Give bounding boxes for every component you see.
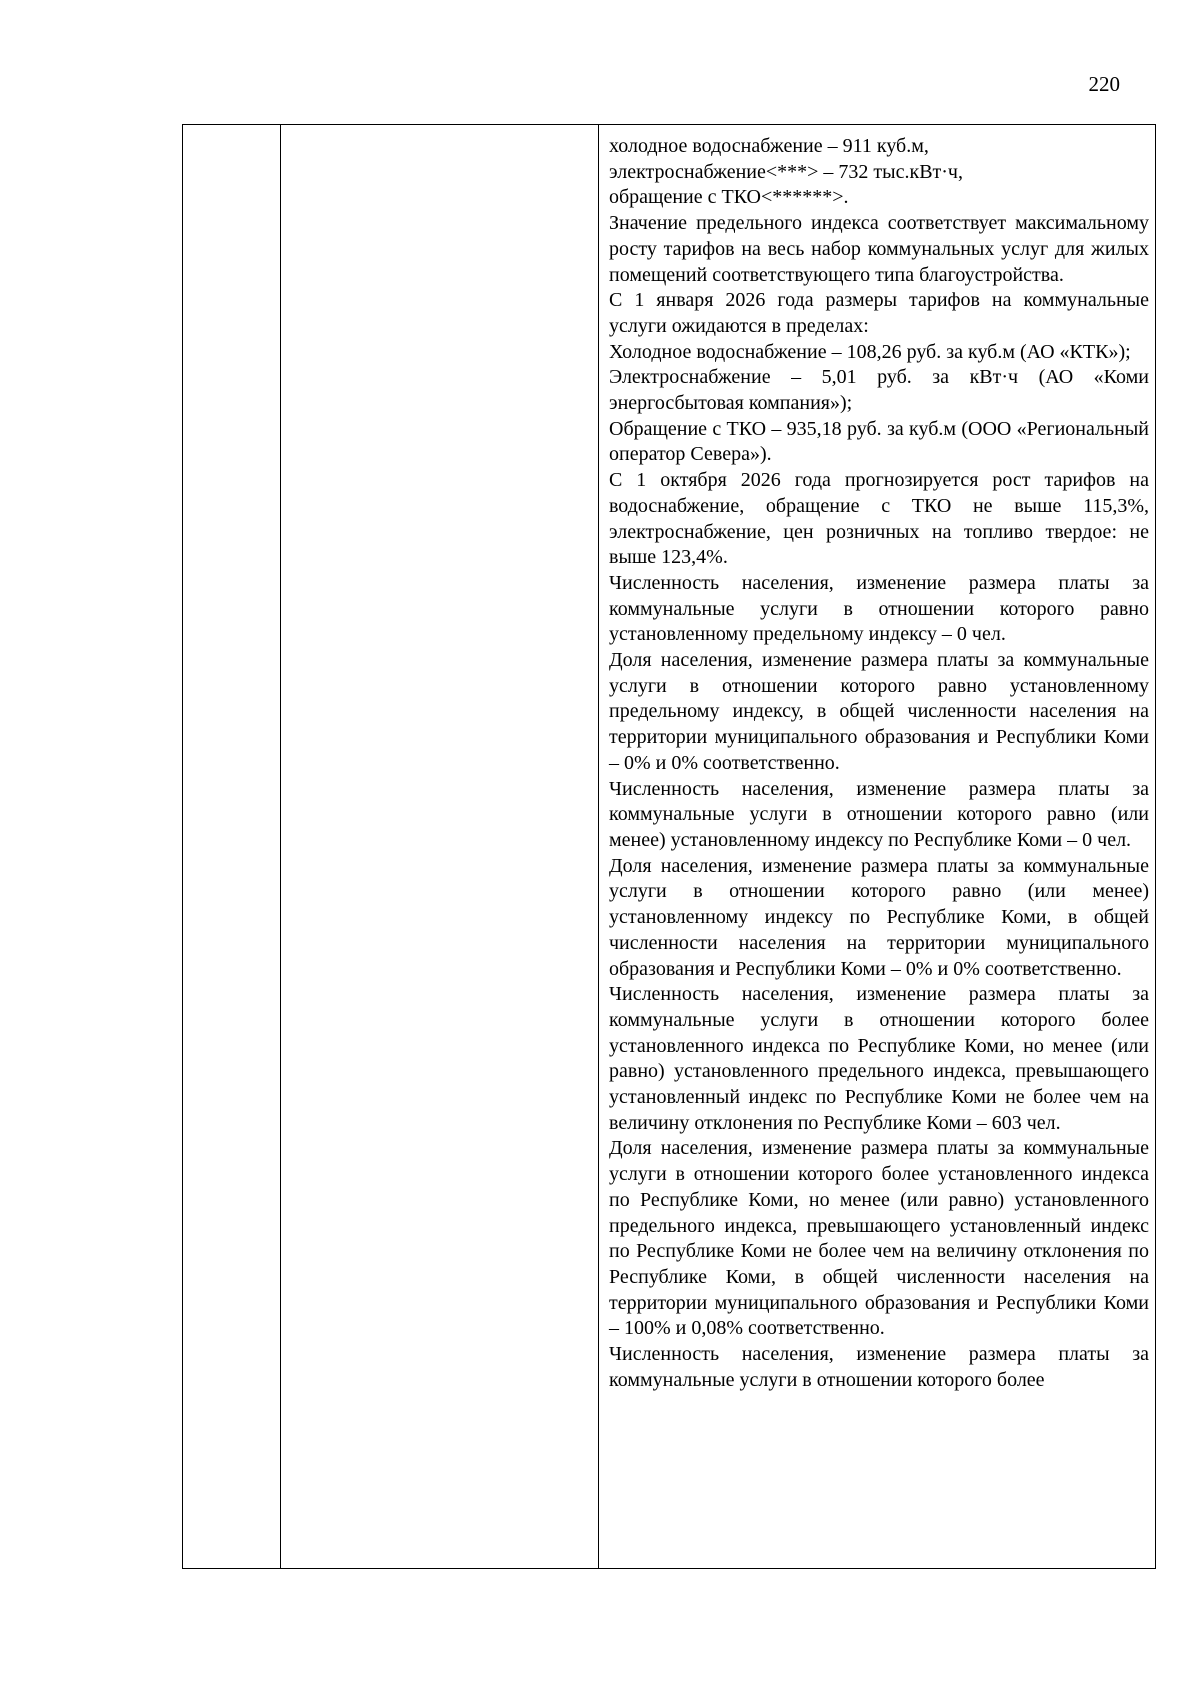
paragraph: Значение предельного индекса соответствует максимальному росту тарифов на весь набор коммунальных услуг для жилых помещений соответствующего типа благоустройства. xyxy=(609,212,1149,286)
paragraph: Доля населения, изменение размера платы за коммунальные услуги в отношении которого равно (или менее) установленному индексу по Республике Коми, в общей численности населения на территории муниципального образования и Республики Коми – 0% и 0% соответственно. xyxy=(609,854,1149,980)
paragraph: холодное водоснабжение – 911 куб.м, xyxy=(609,135,929,157)
paragraph: Численность населения, изменение размера платы за коммунальные услуги в отношении которого более xyxy=(609,1343,1149,1391)
paragraph: Численность населения, изменение размера платы за коммунальные услуги в отношении которого более установленного индекса по Республике Коми, но менее (или равно) установленного предельного индекса, превышающего установленный индекс по Республике Коми не более чем на величину отклонения по Республике Коми – 603 чел. xyxy=(609,983,1149,1134)
paragraph: С 1 октября 2026 года прогнозируется рост тарифов на водоснабжение, обращение с ТКО не выше 115,3%, электроснабжение, цен розничных на топливо твердое: не выше 123,4%. xyxy=(609,469,1149,569)
paragraph: Численность населения, изменение размера платы за коммунальные услуги в отношении которого равно (или менее) установленному индексу по Республике Коми – 0 чел. xyxy=(609,777,1149,851)
page-number: 220 xyxy=(1088,72,1120,96)
table-cell-number xyxy=(183,125,281,1569)
paragraph: Доля населения, изменение размера платы за коммунальные услуги в отношении которого равно установленному предельному индексу, в общей численности населения на территории муниципального образования и Республики Коми – 0% и 0% соответственно. xyxy=(609,649,1149,774)
description-text xyxy=(599,125,1155,1393)
table-row xyxy=(183,125,1156,1569)
paragraph: Доля населения, изменение размера платы за коммунальные услуги в отношении которого более установленного индекса по Республике Коми, но менее (или равно) установленного предельного индекса, превышающего установленный индекс по Республике Коми не более чем на величину отклонения по Республике Коми, в общей численности населения на территории муниципального образования и Республики Коми – 100% и 0,08% соответственно. xyxy=(609,1137,1149,1340)
table-cell-name xyxy=(281,125,599,1569)
paragraph: Численность населения, изменение размера платы за коммунальные услуги в отношении которого равно установленному предельному индексу – 0 чел. xyxy=(609,571,1149,646)
document-table xyxy=(182,124,1156,1569)
paragraph: обращение с ТКО<******>. xyxy=(609,186,849,209)
paragraph: Электроснабжение – 5,01 руб. за кВт·ч (АО «Коми энергосбытовая компания»); xyxy=(609,366,1149,415)
paragraph: С 1 января 2026 года размеры тарифов на коммунальные услуги ожидаются в пределах: xyxy=(609,289,1149,337)
paragraph: электроснабжение<***> – 732 тыс.кВт·ч, xyxy=(609,160,963,183)
paragraph: Холодное водоснабжение – 108,26 руб. за куб.м (АО «КТК»); xyxy=(609,340,1131,363)
paragraph: Обращение с ТКО – 935,18 руб. за куб.м (ООО «Региональный оператор Севера»). xyxy=(609,417,1149,466)
table-cell-description xyxy=(599,125,1156,1569)
